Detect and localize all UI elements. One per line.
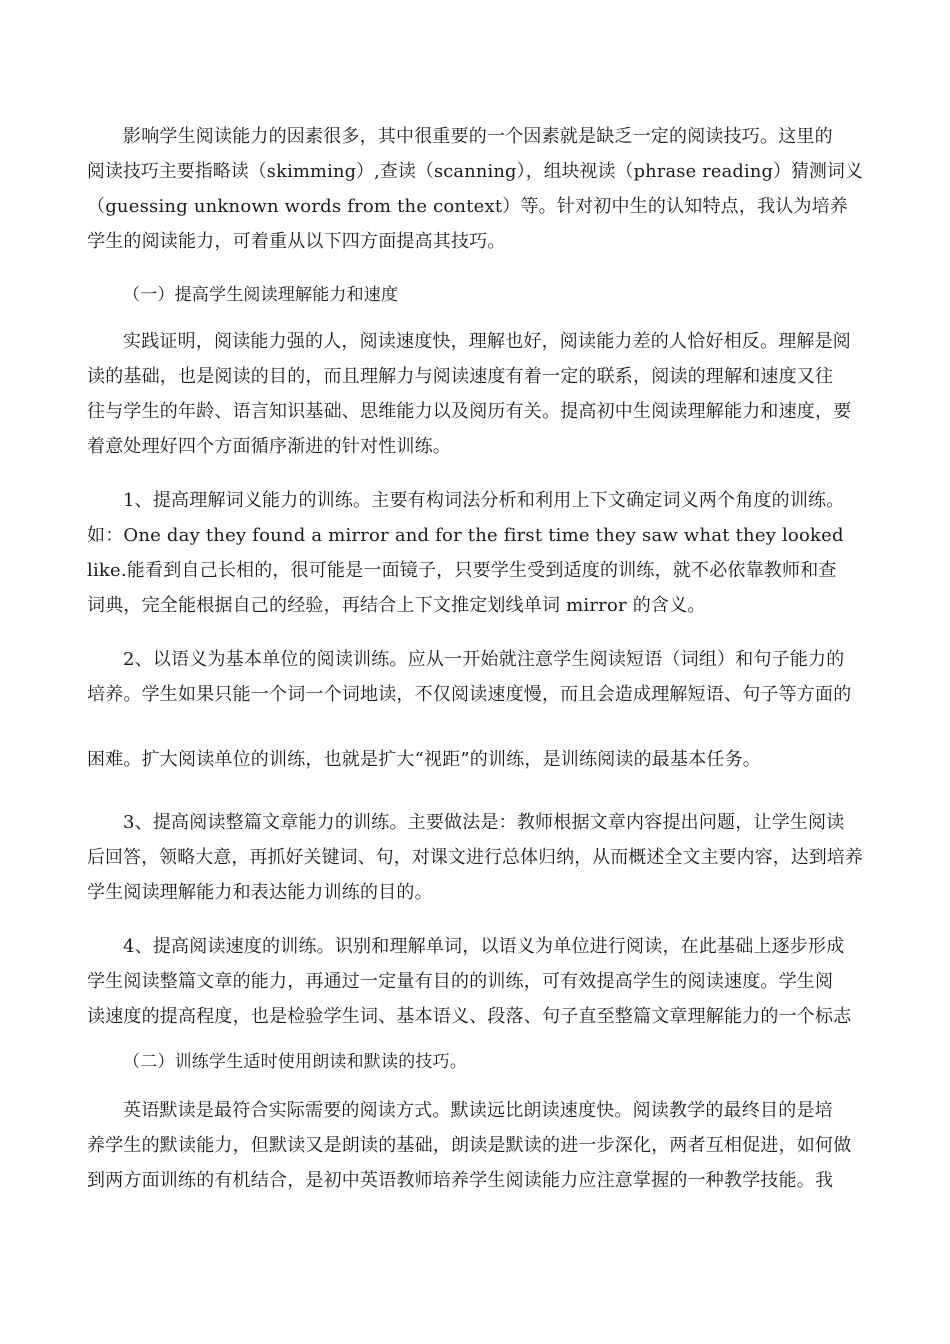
text-line: 往与学生的年龄、语言知识基础、思维能力以及阅历有关。提高初中生阅读理解能力和速度，要 [87,401,852,422]
item-2-paragraph [87,642,863,712]
text-line: 着意处理好四个方面循序渐进的针对性训练。 [87,436,451,457]
item-2-continued [87,742,863,777]
item-4-paragraph [87,929,863,1034]
text-line: 读速度的提高程度，也是检验学生词、基本语义、段落、句子直至整篇文章理解能力的一个标志 [87,1006,852,1027]
text-line: 影响学生阅读能力的因素很多，其中很重要的一个因素就是缺乏一定的阅读技巧。这里的 [123,126,833,147]
text-line: 读的基础，也是阅读的目的，而且理解力与阅读速度有着一定的联系，阅读的理解和速度又往 [87,366,834,387]
section-heading-text: （二）训练学生适时使用朗读和默读的技巧。 [123,1052,467,1072]
text-line: like.能看到自己长相的，很可能是一面镜子，只要学生受到适度的训练，就不必依靠教师和查 [87,560,837,581]
text-line: 2、以语义为基本单位的阅读训练。应从一开始就注意学生阅读短语（词组）和句子能力的 [123,649,845,670]
text-line: 词典，完全能根据自己的经验，再结合上下文推定划线单词 mirror 的含义。 [87,595,706,616]
text-line: 到两方面训练的有机结合，是初中英语教师培养学生阅读能力应注意掌握的一种教学技能。我 [87,1170,834,1191]
text-line: 后回答，领略大意，再抓好关键词、句，对课文进行总体归纳，从而概述全文主要内容，达到培养 [87,847,863,868]
section-heading-2 [87,1045,863,1080]
text-line: 如：One day they found a mirror and for the first time they saw what they looked [87,525,844,546]
section-heading-text: （一）提高学生阅读理解能力和速度 [123,285,399,305]
text-line: 学生的阅读能力，可着重从以下四方面提高其技巧。 [87,231,506,252]
intro-paragraph [87,119,863,259]
text-line: 学生阅读整篇文章的能力，再通过一定量有目的的训练，可有效提高学生的阅读速度。学生阅 [87,971,834,992]
text-line: 实践证明，阅读能力强的人，阅读速度快，理解也好，阅读能力差的人恰好相反。理解是阅 [123,331,851,352]
item-1-paragraph [87,483,863,623]
text-line: 英语默读是最符合实际需要的阅读方式。默读远比朗读速度快。阅读教学的最终目的是培 [123,1100,833,1121]
practice-paragraph [87,324,863,464]
text-line: 困难。扩大阅读单位的训练，也就是扩大“视距”的训练，是训练阅读的最基本任务。 [87,749,762,770]
silent-reading-paragraph [87,1093,863,1198]
text-line: 养学生的默读能力，但默读又是朗读的基础，朗读是默读的进一步深化，两者互相促进，如何做 [87,1135,852,1156]
text-line: 4、提高阅读速度的训练。识别和理解单词，以语义为单位进行阅读，在此基础上逐步形成 [123,936,845,957]
text-line: 阅读技巧主要指略读（skimming）,查读（scanning），组块视读（phrase reading）猜测词义 [87,161,863,182]
text-line: 培养。学生如果只能一个词一个词地读，不仅阅读速度慢，而且会造成理解短语、句子等方面的 [87,684,852,705]
text-line: 1、提高理解词义能力的训练。主要有构词法分析和利用上下文确定词义两个角度的训练。 [123,490,845,511]
item-3-paragraph [87,805,863,910]
section-heading-1 [87,278,863,313]
text-line: 学生阅读理解能力和表达能力训练的目的。 [87,882,433,903]
text-line: 3、提高阅读整篇文章能力的训练。主要做法是：教师根据文章内容提出问题，让学生阅读 [123,812,845,833]
text-line: （guessing unknown words from the context）等。针对初中生的认知特点，我认为培养 [87,196,849,217]
